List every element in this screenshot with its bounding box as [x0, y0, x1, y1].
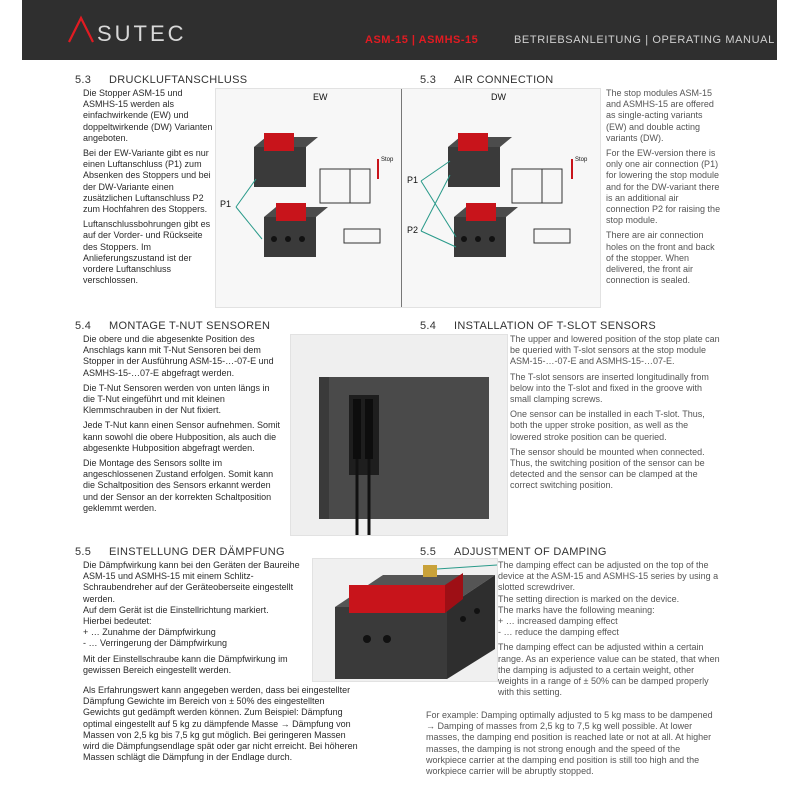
asutec-logo [67, 12, 237, 53]
air-text-de [83, 88, 213, 290]
ew-label: EW [313, 92, 328, 102]
damping-text-de-bottom [83, 685, 363, 763]
paragraph: Die obere und die abgesenkte Position des Anschlags kann mit T-Nut Sensoren bei dem Stopper in der Ausführung ASM-15-…-07-E und ASMHS-15-…07-E abgefragt werden. [83, 334, 274, 378]
paragraph: Jede T-Nut kann einen Sensor aufnehmen. Somit kann sowohl die obere Hubposition, als auch die abgesenkte Hubposition abgefragt werden. [83, 420, 280, 453]
paragraph: The marks have the following meaning: [498, 604, 655, 615]
list-item-minus: - … reduce the damping effect [498, 627, 619, 638]
dw-label: DW [491, 92, 506, 102]
p1-label-ew: P1 [220, 199, 232, 209]
list-item-minus: - … Verringerung der Dämpfwirkung [83, 638, 228, 649]
paragraph: The T-slot sensors are inserted longitudinally from below into the T-slot and fixed in the groove with small clamping screws. [510, 371, 709, 405]
paragraph: Die T-Nut Sensoren werden von unten längs in die T-Nut eingeführt und mit kleinen Klemmschrauben in der Nut fixiert. [83, 382, 270, 416]
air-connection-figure [215, 88, 601, 308]
paragraph: For example: Damping optimally adjusted to 5 kg mass to be dampened → Damping of masses from 2,5 kg to 7,5 kg well possible. At lower masses, the damping end position is reached late or not at all. At higher masses, the damping is not strong enough and the speed of the workpiece carrier at the damping end position is still too high and the workpiece carrier will be abruptly stopped. [426, 710, 713, 777]
damping-figure [312, 558, 498, 682]
p1-label-dw: P1 [407, 175, 419, 185]
tslot-sensor-figure [290, 334, 508, 536]
paragraph: The sensor should be mounted when connected. Thus, the switching position of the sensor can be detected and the sensor can be clamped at the correct switching position. [510, 446, 705, 491]
paragraph: Mit der Einstellschraube kann die Dämpfwirkung im gewissen Bereich eingestellt werden. [83, 653, 288, 675]
section-title-sensors-en: 5.4 INSTALLATION OF T-SLOT SENSORS [420, 320, 656, 332]
section-title-damping-en: 5.5 ADJUSTMENT OF DAMPING [420, 546, 607, 558]
paragraph: Bei der EW-Variante gibt es nur einen Luftanschluss (P1) zum Absenken des Stoppers und bei der DW-Variante einen zusätzlichen Luftanschluss P2 zum Hochfahren des Stoppers. [83, 148, 211, 215]
sensors-text-de [83, 334, 283, 518]
paragraph: The damping effect can be adjusted within a certain range. As an experience value can be stated, that when the damping is adjusted to a certain weight, other weights in a range of ± 50% can be damped properly with this setting. [498, 642, 720, 698]
paragraph: Die Montage des Sensors sollte im angeschlossenen Zustand erfolgen. Somit kann die Schaltposition des Sensors erkannt werden und der Sensor an der korrekten Schaltposition geklemmt werden. [83, 458, 274, 513]
manual-title: BETRIEBSANLEITUNG | OPERATING MANUAL [514, 34, 775, 46]
list-item-plus: + … increased damping effect [498, 616, 618, 627]
p2-label-dw: P2 [407, 225, 419, 235]
paragraph: Als Erfahrungswert kann angegeben werden, dass bei eingestellter Dämpfung Gewichte im Bereich von ± 50% des eingestellten Gewichts gut gedämpft werden können. Zum Beispiel: Dämpfung optimal eingestellt auf 5 kg zu dämpfende Masse → Dämpfung von Massen von 2,5 kg bis 7,5 kg gut möglich. Bei geringeren Massen wird die Dämpfungsendlage spät oder gar nicht erreicht. Bei höheren Massen schlägt die Dämpfung in der Endlage durch. [83, 685, 358, 763]
svg-text:SUTEC: SUTEC [97, 21, 187, 46]
section-title-sensors-de: 5.4 MONTAGE T-NUT SENSOREN [75, 320, 271, 332]
section-title-air-de: 5.3 DRUCKLUFTANSCHLUSS [75, 74, 248, 86]
header-bar [22, 0, 777, 60]
stop-label-ew: Stop [381, 157, 394, 163]
stop-label-dw: Stop [575, 157, 588, 163]
paragraph: Die Stopper ASM-15 und ASMHS-15 werden als einfachwirkende (EW) und doppeltwirkende (DW) Varianten angeboten. [83, 88, 213, 143]
sensors-text-en [510, 334, 720, 496]
paragraph: For the EW-version there is only one air connection (P1) for lowering the stop module and for the DW-variant there is an additional air connection P2 for raising the stop module. [606, 148, 721, 226]
paragraph: The upper and lowered position of the stop plate can be queried with T-slot sensors at the stop module ASM-15-…-07-E and ASMHS-15-…07-E. [510, 334, 720, 367]
paragraph: The setting direction is marked on the device. [498, 593, 680, 604]
paragraph: Hierbei bedeutet: [83, 616, 152, 627]
tslot-sensor-illustration [291, 335, 507, 535]
paragraph: One sensor can be installed in each T-slot. Thus, both the upper stroke position, as well as the lowered stroke position can be queried. [510, 409, 705, 442]
product-line: ASM-15 | ASMHS-15 [365, 34, 479, 46]
paragraph: There are air connection holes on the front and back of the stopper. When delivered, the front air connection is sealed. [606, 230, 715, 286]
air-text-en [606, 88, 722, 290]
damping-text-de-top [83, 560, 313, 676]
paragraph: Auf dem Gerät ist die Einstellrichtung markiert. [83, 604, 269, 615]
list-item-plus: + … Zunahme der Dämpfwirkung [83, 627, 216, 638]
section-title-damping-de: 5.5 EINSTELLUNG DER DÄMPFUNG [75, 546, 285, 558]
damping-text-en-bottom [426, 710, 722, 777]
section-title-air-en: 5.3 AIR CONNECTION [420, 74, 554, 86]
paragraph: The damping effect can be adjusted on the top of the device at the ASM-15 and ASMHS-15 series by using a slotted screwdriver. [498, 560, 719, 593]
damping-text-en-top [498, 560, 720, 698]
paragraph: The stop modules ASM-15 and ASMHS-15 are offered as single-acting variants (EW) and double acting variants (DW). [606, 88, 714, 143]
paragraph: Die Dämpfwirkung kann bei den Geräten der Baureihe ASM-15 und ASMHS-15 mit einem Schlitz-Schraubendreher auf der Geräteoberseite eingestellt werden. [83, 560, 300, 604]
stopper-illustrations [216, 89, 600, 307]
paragraph: Luftanschlussbohrungen gibt es auf der Vorder- und Rückseite des Stoppers. Im Anlieferungszustand ist der vordere Luftanschluss verschlossen. [83, 219, 211, 286]
damping-illustration [313, 559, 497, 681]
